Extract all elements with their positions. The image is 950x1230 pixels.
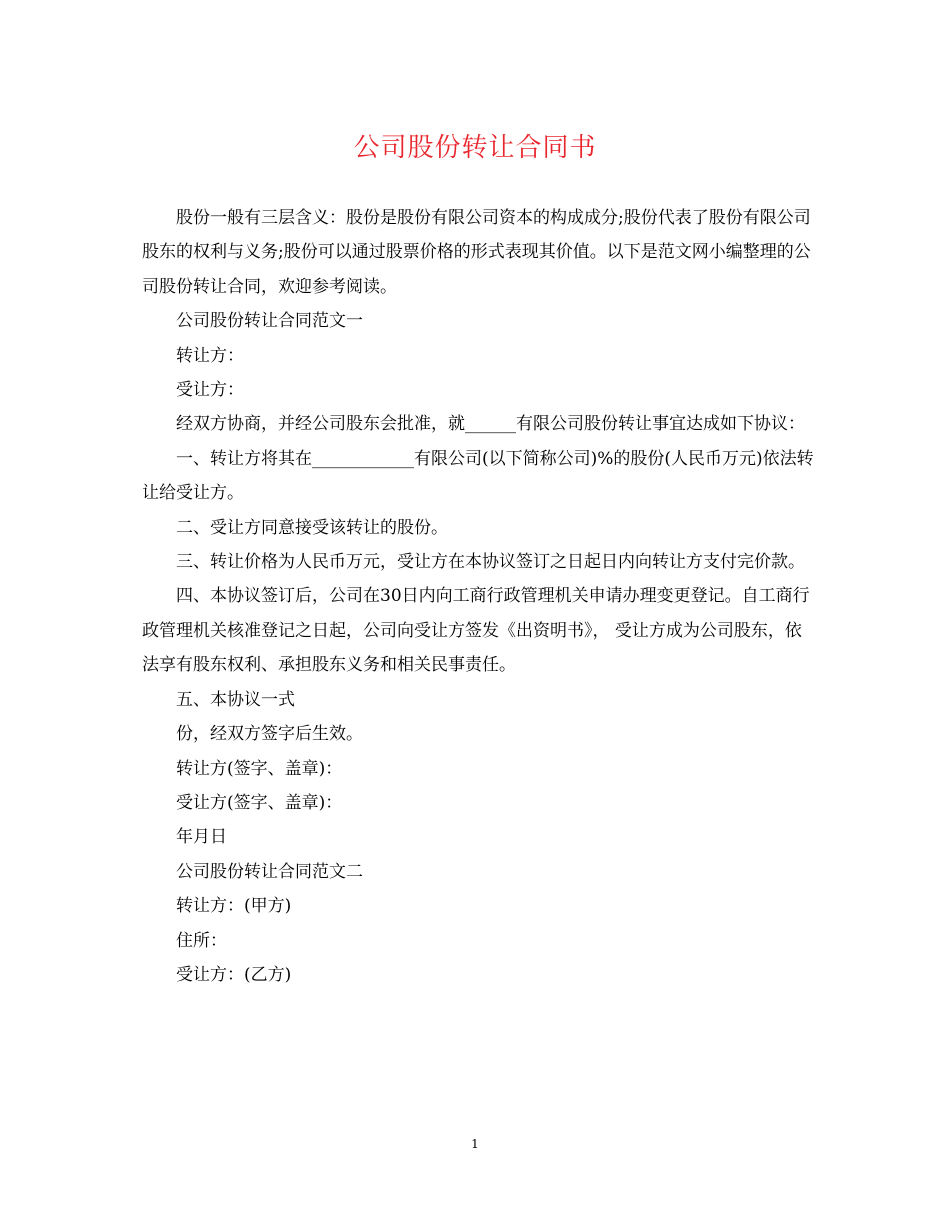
paragraph-clause-2: 二、受让方同意接受该转让的股份。 <box>176 517 448 538</box>
paragraph-transferor: 转让方： <box>176 345 244 366</box>
paragraph-agreement: 经双方协商，并经公司股东会批准，就______有限公司股份转让事宜达成如下协议： <box>176 414 805 435</box>
paragraph-section-heading-2: 公司股份转让合同范文二 <box>176 861 363 882</box>
paragraph-clause-4: 四、本协议签订后，公司在30日内向工商行政管理机关申请办理变更登记。自工商行政管理机关核准登记之日起，公司向受让方签发《出资明书》， 受让方成为公司股东，依法享有股东权利、承担股东义务和相关民事责任。 <box>142 586 810 676</box>
paragraph-clause-3: 三、转让价格为人民币万元，受让方在本协议签订之日起日内向转让方支付完价款。 <box>176 552 805 573</box>
paragraph-party-b: 受让方：(乙方) <box>176 964 292 985</box>
paragraph-section-heading-1: 公司股份转让合同范文一 <box>176 311 363 332</box>
paragraph-transferee-signature: 受让方(签字、盖章)： <box>176 792 343 813</box>
paragraph-party-a: 转让方：(甲方) <box>176 896 292 917</box>
paragraph-transferee: 受让方： <box>176 380 244 401</box>
paragraph-intro: 股份一般有三层含义：股份是股份有限公司资本的构成成分;股份代表了股份有限公司股东的权利与义务;股份可以通过股票价格的形式表现其价值。以下是范文网小编整理的公司股份转让合同，欢迎参考阅读。 <box>142 208 811 297</box>
paragraph-clause-1: 一、转让方将其在____________有限公司(以下简称公司)%的股份(人民币万元)依法转让给受让方。 <box>142 448 814 504</box>
paragraph-transferor-signature: 转让方(签字、盖章)： <box>176 758 343 779</box>
document-title: 公司股份转让合同书 <box>353 133 597 163</box>
document-body <box>142 201 814 992</box>
paragraph-clause-5-cont: 份，经双方签字后生效。 <box>176 724 363 745</box>
paragraph-date: 年月日 <box>176 827 227 848</box>
paragraph-clause-5: 五、本协议一式 <box>176 689 295 710</box>
page-number: 1 <box>471 1137 479 1151</box>
paragraph-address: 住所： <box>176 930 227 951</box>
